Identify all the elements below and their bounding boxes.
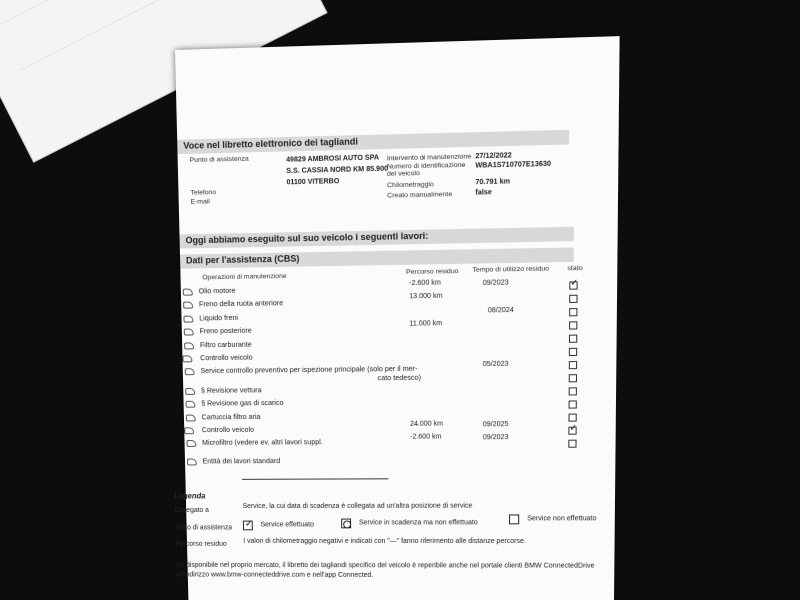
cbs-time-value: 09/2025	[482, 421, 509, 429]
mileage-value: 70.791 km	[475, 178, 511, 187]
legend-not-done-text: Service non effettuato	[527, 515, 597, 523]
cbs-operation-name: Filtro carburante	[199, 339, 252, 350]
mileage-label: Chilometraggio	[387, 181, 434, 190]
cbs-operation-name: Entità dei lavori standard	[202, 456, 281, 466]
cbs-operation-name: Olio motore	[198, 285, 236, 296]
inspection-icon	[185, 388, 195, 395]
cbs-status-checkbox	[568, 440, 576, 448]
cbs-operation-name: § Revisione vettura	[200, 385, 262, 395]
legend-done-checkbox	[243, 521, 253, 531]
oil-can-icon	[183, 289, 193, 296]
legend-due-checkbox	[341, 519, 351, 529]
divider-line	[242, 478, 388, 480]
legend-status-label: Stato di assistenza	[174, 524, 233, 532]
cbs-status-checkbox	[569, 348, 577, 356]
manual-label: Creato manualmente	[387, 190, 453, 200]
cbs-distance-value: -2.600 km	[409, 279, 441, 288]
cbs-distance-value: 24.000 km	[410, 420, 444, 428]
vin-label: Numero di identificazione del veicolo	[386, 161, 466, 179]
microfilter-icon	[186, 440, 196, 447]
cbs-status-checkbox	[569, 321, 577, 329]
wrench-icon	[185, 368, 195, 375]
cbs-time-value: 05/2023	[482, 360, 509, 369]
distance-header: Percorso residuo	[406, 267, 459, 276]
car-check-icon	[182, 355, 192, 362]
brake-fluid-icon	[183, 316, 193, 323]
status-header: stato	[567, 264, 583, 273]
record-title: Voce nel libretto elettronico dei tagliandi	[183, 136, 358, 151]
cbs-distance-value: 11.000 km	[409, 320, 443, 328]
cbs-distance-value: -2.600 km	[410, 433, 442, 441]
car-check-icon	[184, 427, 194, 434]
operations-header: Operazioni di manutenzione	[202, 272, 287, 282]
car-icon	[187, 459, 197, 466]
cbs-status-checkbox	[568, 427, 576, 435]
cbs-operation-name: Liquido freni	[199, 312, 239, 323]
cbs-status-checkbox	[569, 400, 577, 408]
legend-done-text: Service effettuato	[260, 521, 314, 529]
dealer-street: S.S. CASSIA NORD KM 85.900	[286, 165, 389, 176]
cbs-operation-name: Freno della ruota anteriore	[198, 298, 284, 309]
cbs-operation-name: § Revisione gas di scarico	[201, 397, 284, 408]
legend-linked-label: Collegato a	[174, 507, 210, 514]
email-label: E-mail	[190, 198, 210, 206]
fuel-filter-icon	[184, 342, 194, 349]
manual-value: false	[475, 189, 492, 197]
work-title: Oggi abbiamo eseguito sul suo veicolo i seguenti lavori:	[185, 230, 429, 246]
cbs-distance-value: 13.000 km	[409, 292, 443, 301]
dealer-city: 01100 VITERBO	[286, 177, 340, 187]
cbs-status-checkbox	[569, 361, 577, 369]
cbs-status-checkbox	[568, 414, 576, 422]
front-brake-icon	[183, 302, 193, 309]
time-header: Tempo di utilizzo residuo	[472, 265, 550, 274]
cbs-operation-name-continued: cato tedesco)	[377, 372, 422, 383]
legend-distance-label: Percorso residuo	[175, 540, 227, 548]
cbs-status-checkbox	[569, 335, 577, 343]
exhaust-icon	[185, 401, 195, 408]
dealer-name: 49829 AMBROSI AUTO SPA	[286, 154, 380, 164]
cbs-time-value: 09/2023	[482, 434, 509, 442]
vin-value: WBA1S710707E13630	[475, 160, 552, 170]
cbs-operation-name: Controllo veicolo	[201, 424, 255, 435]
cbs-operation-name: Cartuccia filtro aria	[201, 412, 261, 422]
cbs-title: Dati per l'assistenza (CBS)	[185, 253, 300, 266]
legend-due-text: Service in scadenza ma non effettuato	[358, 519, 478, 527]
cbs-status-checkbox	[569, 387, 577, 395]
cbs-time-value: 09/2023	[482, 279, 509, 287]
service-point-label: Punto di assistenza	[189, 155, 249, 165]
legend-not-done-checkbox	[509, 514, 519, 524]
service-record-sheet	[175, 36, 620, 600]
cbs-status-checkbox	[569, 295, 577, 303]
cbs-operation-name: Freno posteriore	[199, 325, 252, 336]
maintenance-date: 27/12/2022	[475, 152, 512, 161]
cbs-status-checkbox	[569, 374, 577, 382]
cbs-operation-name: Service controllo preventivo per ispezione principale (solo per il mer-	[200, 363, 418, 376]
rear-brake-icon	[184, 328, 194, 335]
legend-distance-text: I valori di chilometraggio negativi e indicati con "—" fanno riferimento alle distanze percorse.	[243, 538, 526, 545]
legend-title: Legenda	[174, 491, 206, 501]
footer-line-2: all'indirizzo www.bmw-connecteddrive.com e nell'app Connected.	[176, 571, 374, 579]
cbs-operation-name: Controllo veicolo	[200, 352, 253, 363]
cbs-status-checkbox	[569, 281, 577, 289]
cbs-operation-name: Microfiltro (vedere ev. altri lavori suppl.	[202, 437, 323, 447]
cbs-status-checkbox	[569, 308, 577, 316]
air-filter-icon	[186, 415, 196, 422]
phone-label: Telefono	[190, 188, 217, 197]
maintenance-date-label: Intervento di manutenzione	[386, 153, 472, 163]
legend-linked-text: Service, la cui data di scadenza è collegata ad un'altra posizione di service	[242, 502, 473, 510]
footer-line-1: Se disponibile nel proprio mercato, il libretto dei tagliandi specifico del veicolo è reperibile anche nel portale clienti BMW ConnectedDrive	[175, 562, 595, 570]
cbs-time-value: 08/2024	[487, 306, 514, 315]
